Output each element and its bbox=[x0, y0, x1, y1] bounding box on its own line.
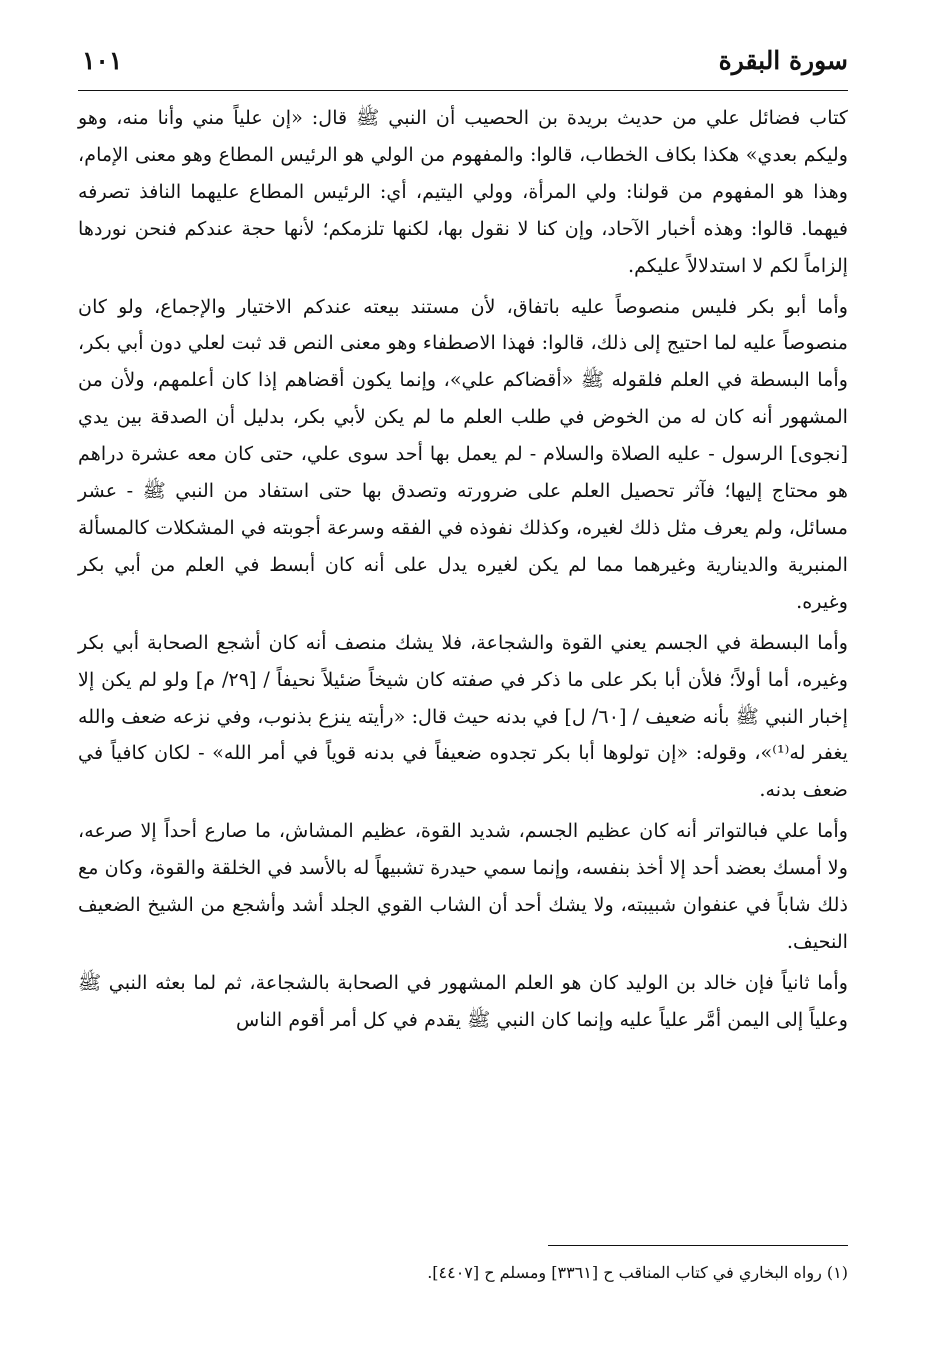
header-divider bbox=[78, 90, 848, 91]
book-page bbox=[78, 40, 848, 1340]
paragraph: وأما أبو بكر فليس منصوصاً عليه باتفاق، لأن مستند بيعته عندكم الاختيار والإجماع، ولو كان منصوصاً عليه لما احتيج إلى ذلك، قالوا: فهذا الاصطفاء وهو معنى النص قد ثبت لعلي دون أبي بكر، وأما البسطة في العلم فلقوله ﷺ «أقضاكم علي»، وإنما يكون أقضاهم إذا كان أعلمهم، ولأن من المشهور أنه كان له من الخوض في طلب العلم ما لم يكن لأبي بكر، بدليل أن الصدقة بين يدي [نجوى] الرسول - عليه الصلاة والسلام - لم يعمل بها أحد سوى علي، حتى كان معه عشرة دراهم هو محتاج إليها؛ فآثر تحصيل العلم على ضرورته وتصدق بها حتى استفاد من النبي ﷺ - عشر مسائل، ولم يعرف مثل ذلك لغيره، وكذلك نفوذه في الفقه وسرعة أجوبته في المشكلات كالمسألة المنبرية والدينارية وغيرهما مما لم يكن لغيره يدل على أنه كان أبسط في العلم من أبي بكر وغيره. bbox=[78, 294, 848, 613]
page-body bbox=[78, 92, 848, 1039]
page-number: ١٠١ bbox=[82, 46, 123, 75]
paragraph: كتاب فضائل علي من حديث بريدة بن الحصيب أن النبي ﷺ قال: «إن علياً مني وأنا منه، وهو وليكم بعدي» هكذا بكاف الخطاب، قالوا: والمفهوم من الولي هو الرئيس المطاع وهو معنى الإمام، وهذا هو المفهوم من قولنا: ولي المرأة، وولي اليتيم، أي: الرئيس المطاع عليهما النافذ تصرفه فيهما. قالوا: وهذه أخبار الآحاد، وإن كنا لا نقول بها، لكنها تلزمكم؛ لأنها حجة عندكم فنحن نوردها إلزاماً لكم لا استدلالاً عليكم. bbox=[78, 106, 848, 277]
paragraph: وأما ثانياً فإن خالد بن الوليد كان هو العلم المشهور في الصحابة بالشجاعة، ثم لما بعثه النبي ﷺ وعلياً إلى اليمن أمَّر علياً عليه وإنما كان النبي ﷺ يقدم في كل أمر أقوم الناس bbox=[78, 970, 848, 1031]
surah-title: سورة البقرة bbox=[718, 46, 848, 75]
footnote-divider bbox=[548, 1245, 848, 1246]
paragraph: وأما البسطة في الجسم يعني القوة والشجاعة، فلا يشك منصف أنه كان أشجع الصحابة أبي بكر وغيره، أما أولاً؛ فلأن أبا بكر على ما ذكر في صفته كان شيخاً ضئيلاً نحيفاً / [٢٩/ م] ولو لم يكن إلا إخبار النبي ﷺ بأنه ضعيف / [٦٠/ ل] في بدنه حيث قال: «رأيته ينزع بذنوب، وفي نزعه ضعف والله يغفر له⁽¹⁾»، وقوله: «إن تولوها أبا بكر تجدوه ضعيفاً في بدنه قوياً في أمر الله» - لكان كافياً في ضعف بدنه. bbox=[78, 630, 848, 802]
page-header bbox=[78, 40, 848, 92]
footnote: (١) رواه البخاري في كتاب المناقب ح [٣٣٦١] ومسلم ح [٤٤٠٧]. bbox=[427, 1263, 848, 1282]
paragraph: وأما علي فبالتواتر أنه كان عظيم الجسم، شديد القوة، عظيم المشاش، ما صارع أحداً إلا صرعه، ولا أمسك بعضد أحد إلا أخذ بنفسه، وإنما سمي حيدرة تشبيهاً له بالأسد في الخلقة والقوة، وكان مع ذلك شاباً في عنفوان شبيبته، ولا يشك أحد أن الشاب القوي الجلد أشد وأشجع من الشيخ الضعيف النحيف. bbox=[78, 819, 848, 953]
